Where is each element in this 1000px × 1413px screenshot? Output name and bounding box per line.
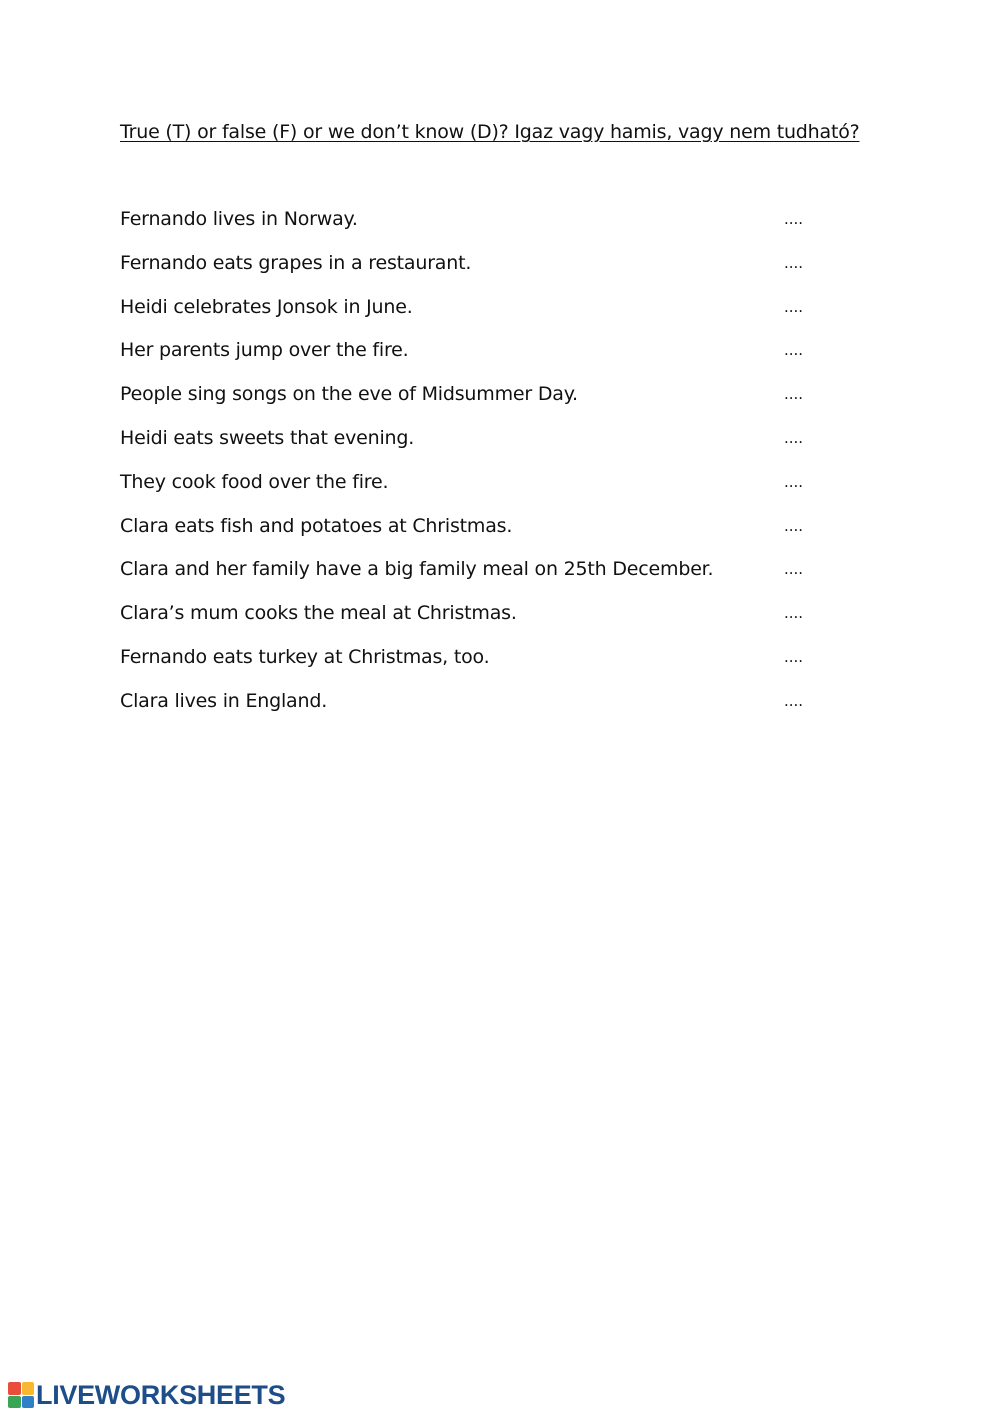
statement-text: Fernando lives in Norway. — [120, 208, 358, 230]
logo-square-blue — [22, 1396, 35, 1409]
statement-row — [120, 252, 820, 296]
statement-row — [120, 383, 820, 427]
answer-blank[interactable]: .... — [784, 253, 804, 272]
answer-blank[interactable]: .... — [784, 604, 804, 623]
statement-text: Fernando eats turkey at Christmas, too. — [120, 645, 490, 668]
statement-text: Heidi eats sweets that evening. — [120, 426, 415, 449]
statement-row — [120, 208, 820, 252]
logo-square-green — [8, 1396, 21, 1409]
footer-branding — [8, 1381, 285, 1409]
statement-row — [120, 339, 820, 383]
statement-row — [120, 646, 820, 690]
answer-blank[interactable]: .... — [784, 691, 804, 710]
statement-text: Clara’s mum cooks the meal at Christmas. — [120, 602, 517, 625]
statement-text: Fernando eats grapes in a restaurant. — [120, 251, 472, 274]
statement-text: They cook food over the fire. — [120, 470, 389, 493]
statement-text: Clara lives in England. — [120, 689, 328, 712]
answer-blank[interactable]: .... — [784, 647, 804, 666]
statement-text: Her parents jump over the fire. — [120, 339, 409, 362]
logo-square-red — [8, 1382, 21, 1395]
worksheet-title: True (T) or false (F) or we don’t know (D)? Igaz vagy hamis, vagy nem tudható? — [120, 121, 860, 143]
statement-row — [120, 515, 820, 559]
statement-row — [120, 558, 820, 602]
answer-blank[interactable]: .... — [784, 210, 804, 228]
statement-list — [120, 208, 820, 734]
answer-blank[interactable]: .... — [784, 341, 804, 360]
answer-blank[interactable]: .... — [784, 560, 804, 579]
statement-row — [120, 471, 820, 515]
statement-text: Clara eats fish and potatoes at Christmas. — [120, 514, 513, 537]
liveworksheets-logo-icon — [8, 1382, 34, 1408]
statement-text: Clara and her family have a big family meal on 25th December. — [120, 558, 714, 581]
answer-blank[interactable]: .... — [784, 472, 804, 491]
statement-text: People sing songs on the eve of Midsummer Day. — [120, 383, 578, 406]
statement-row — [120, 690, 820, 734]
statement-row — [120, 427, 820, 471]
statement-row — [120, 602, 820, 646]
logo-square-yellow — [22, 1382, 35, 1395]
statement-row — [120, 296, 820, 340]
brand-name: LIVEWORKSHEETS — [36, 1380, 286, 1410]
answer-blank[interactable]: .... — [784, 516, 804, 535]
answer-blank[interactable]: .... — [784, 428, 804, 447]
statement-text: Heidi celebrates Jonsok in June. — [120, 295, 413, 318]
answer-blank[interactable]: .... — [784, 297, 804, 316]
answer-blank[interactable]: .... — [784, 385, 804, 404]
